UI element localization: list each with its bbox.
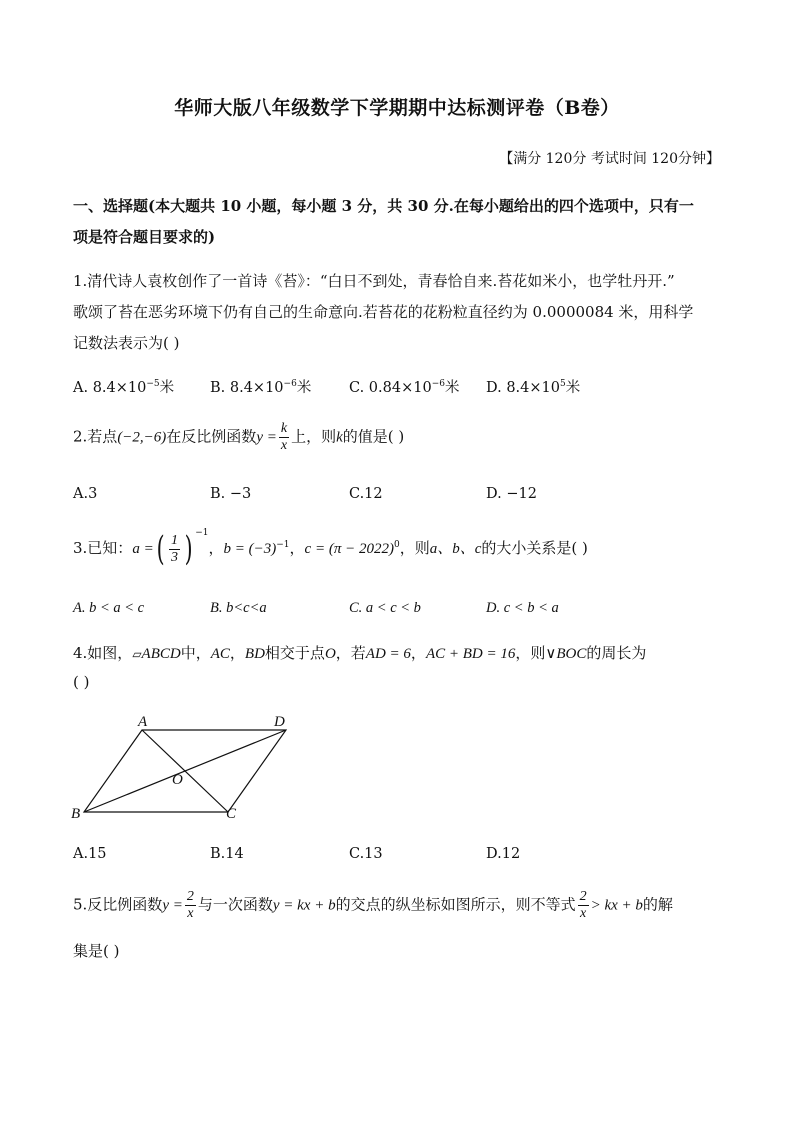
q4-o: O xyxy=(324,646,336,662)
q3-close-paren: ) xyxy=(184,529,193,569)
q4-line1 xyxy=(73,642,646,663)
q4-abcd: ABCD xyxy=(141,646,181,662)
q2-option-a[interactable]: A.3 xyxy=(73,486,98,502)
vertex-label-b: B xyxy=(71,806,81,822)
q2-option-b[interactable]: B. −3 xyxy=(210,486,252,502)
q1-option-c-unit: 米 xyxy=(444,380,460,396)
section-heading-line1: 一、选择题(本大题共 10 小题，每小题 3 分，共 30 分.在每小题给出的四个选项中，只有一 xyxy=(73,197,694,215)
q2-var: k xyxy=(336,429,343,446)
q1-option-d-unit: 米 xyxy=(565,380,581,396)
q3-third-num: 1 xyxy=(170,532,178,548)
q5-line1 xyxy=(73,890,673,921)
q4-ad-eq: AD = 6 xyxy=(365,646,411,662)
parallelogram-figure xyxy=(66,708,296,826)
q2-option-d[interactable]: D. −12 xyxy=(486,486,537,502)
q1-option-c-exp: −6 xyxy=(431,379,445,390)
q5-fraction xyxy=(185,890,196,921)
q3-stem xyxy=(73,528,588,569)
q2-point: (−2,−6) xyxy=(117,429,167,446)
q1-option-d[interactable] xyxy=(486,376,580,397)
q3-sep1: ， xyxy=(208,539,224,557)
q3-c-exp: 0 xyxy=(393,540,400,550)
q3-sep2: ， xyxy=(289,539,305,557)
q5-mid: 与一次函数 xyxy=(197,895,273,914)
q1-option-a-exp: −5 xyxy=(146,379,160,390)
q5-ineq-num: 2 xyxy=(579,889,587,904)
q5-frac-num: 2 xyxy=(186,889,194,904)
q1-option-d-text: D. 8.4×10 xyxy=(486,380,560,396)
q1-option-a-text: A. 8.4×10 xyxy=(73,380,147,396)
q3-b-exp: −1 xyxy=(276,540,290,550)
q3-a-lhs: a = xyxy=(132,541,154,557)
q4-option-b[interactable]: B.14 xyxy=(210,846,244,862)
q1-option-b-text: B. 8.4×10 xyxy=(210,380,284,396)
q4-comma2: ， xyxy=(410,644,426,662)
q3-third-fraction xyxy=(169,534,180,565)
q3-c-expr: c = (π − 2022) xyxy=(304,541,394,557)
q5-frac-den: x xyxy=(187,906,194,921)
q4-option-a[interactable]: A.15 xyxy=(73,846,107,862)
q3-option-c[interactable]: C. a < c < b xyxy=(349,600,421,616)
q3-open-paren: ( xyxy=(156,529,165,569)
q3-tail-post: 的大小关系是( ) xyxy=(481,539,588,557)
q4-meet: 相交于点 xyxy=(264,644,325,662)
q1-option-d-exp: 5 xyxy=(560,379,566,390)
q5-ineq-den: x xyxy=(579,906,587,921)
q1-line1: 1.清代诗人袁枚创作了一首诗《苔》：“白日不到处，青春恰自来.苔花如米小，也学牡丹开.” xyxy=(73,272,675,290)
q2-mid: 在反比例函数 xyxy=(166,427,257,446)
q1-option-a[interactable] xyxy=(73,376,174,397)
parallelogram-symbol-icon: ▱ xyxy=(132,647,142,661)
q5-mid2: 的交点的纵坐标如图所示，则不等式 xyxy=(335,895,576,914)
q3-tail-pre: ，则 xyxy=(399,539,430,557)
q4-comma: ， xyxy=(229,644,245,662)
q3-a-exp: −1 xyxy=(195,528,209,538)
q1-option-b[interactable] xyxy=(210,376,311,397)
q2-frac-num: k xyxy=(280,421,288,436)
q4-perimeter: 的周长为 xyxy=(586,644,647,662)
q3-option-a[interactable]: A. b < a < c xyxy=(73,600,145,616)
q2-suffix1: 上，则 xyxy=(291,427,337,446)
q5-line2: 集是( ) xyxy=(73,942,120,960)
q1-option-b-unit: 米 xyxy=(296,380,312,396)
q2-frac-den: x xyxy=(280,438,288,453)
q5-suffix: 的解 xyxy=(642,895,673,914)
q1-line2: 歌颂了苔在恶劣环境下仍有自己的生命意向.若苔花的花粉粒直径约为 0.0000084 米，用科学 xyxy=(73,303,694,321)
q4-line2: ( ) xyxy=(73,673,90,691)
q3-third-den: 3 xyxy=(170,549,178,565)
vertex-label-a: A xyxy=(138,714,148,730)
q4-in: 中， xyxy=(180,644,211,662)
page-title: 华师大版八年级数学下学期期中达标测评卷（B卷） xyxy=(174,97,620,119)
q3-option-d[interactable]: D. c < b < a xyxy=(486,600,559,616)
q2-prefix: 2.若点 xyxy=(73,427,118,446)
q4-sum-eq: AC + BD = 16 xyxy=(425,646,516,662)
q4-ac: AC xyxy=(210,646,230,662)
section-heading-line2: 项是符合题目要求的) xyxy=(73,228,216,246)
q3-b-expr: b = (−3) xyxy=(223,541,277,557)
q1-line3: 记数法表示为( ) xyxy=(73,334,180,352)
diagonal-bd xyxy=(84,730,286,812)
q4-then: ，则 xyxy=(515,644,546,662)
q1-option-a-unit: 米 xyxy=(159,380,175,396)
q5-ineq-fraction xyxy=(578,890,589,921)
q5-prefix: 5.反比例函数 xyxy=(73,895,163,914)
q2-option-c[interactable]: C.12 xyxy=(349,486,383,502)
q3-option-b[interactable]: B. b<c<a xyxy=(210,600,267,616)
q2-fraction xyxy=(279,422,289,453)
vertex-label-d: D xyxy=(274,714,285,730)
q5-ineq-rhs: > kx + b xyxy=(590,897,643,914)
vertex-label-o: O xyxy=(172,772,183,788)
q4-prefix: 4.如图， xyxy=(73,644,133,662)
q5-func-lhs: y = xyxy=(162,897,183,914)
q3-tail-vars: a、b、c xyxy=(429,541,482,557)
q1-option-c[interactable] xyxy=(349,376,459,397)
q4-bd: BD xyxy=(244,646,265,662)
q2-func-lhs: y = xyxy=(256,429,277,446)
q3-prefix: 3.已知： xyxy=(73,539,133,557)
q5-linear: y = kx + b xyxy=(272,897,336,914)
q4-option-c[interactable]: C.13 xyxy=(349,846,383,862)
q4-option-d[interactable]: D.12 xyxy=(486,846,521,862)
vertex-label-c: C xyxy=(226,806,237,822)
exam-info: 【满分 120分 考试时间 120分钟】 xyxy=(499,151,720,167)
q1-option-c-text: C. 0.84×10 xyxy=(349,380,432,396)
q1-option-b-exp: −6 xyxy=(283,379,297,390)
q2-suffix2: 的值是( ) xyxy=(342,427,405,446)
q4-if: ，若 xyxy=(335,644,366,662)
q2-stem xyxy=(73,422,404,453)
q4-triangle: ∨BOC xyxy=(545,646,587,662)
